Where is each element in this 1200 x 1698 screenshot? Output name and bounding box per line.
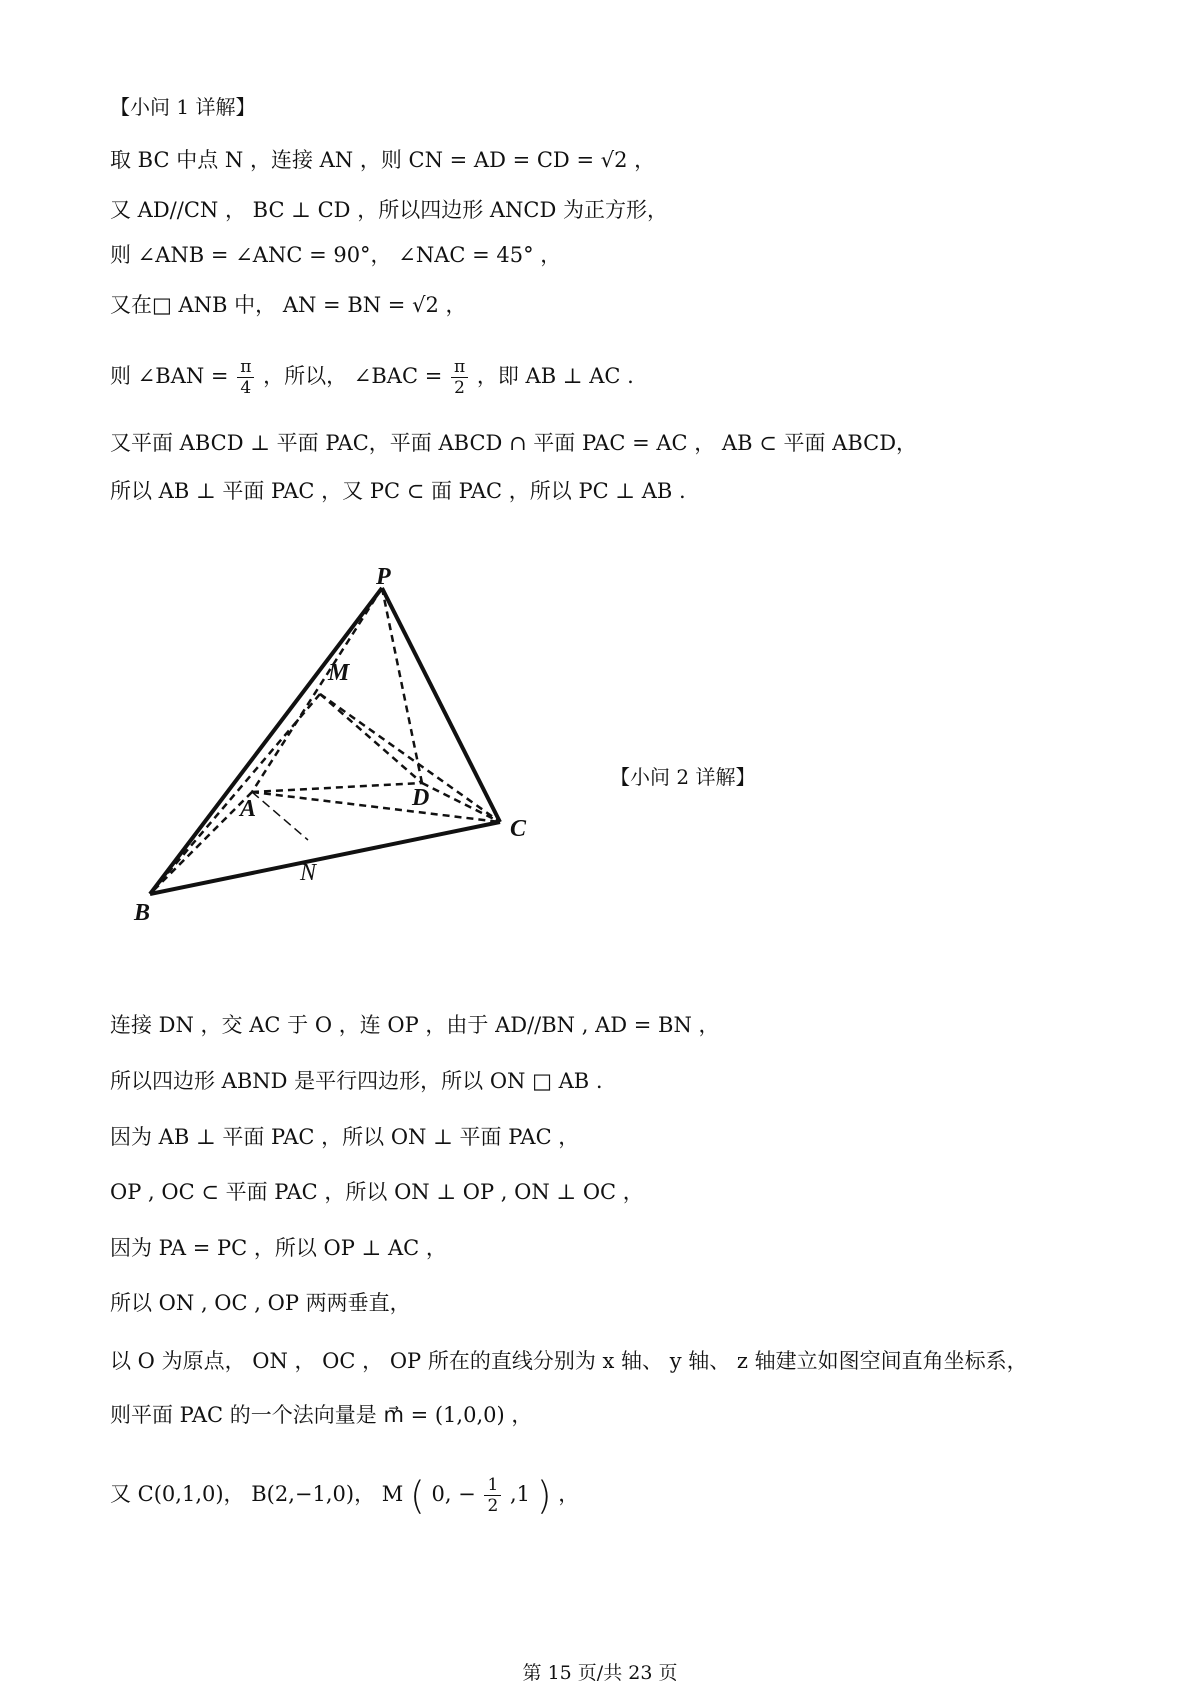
section2-line-4: OP , OC ⊂ 平面 PAC ，所以 ON ⊥ OP , ON ⊥ OC ， (110, 1180, 644, 1204)
page-footer: 第 15 页/共 23 页 (522, 1662, 678, 1684)
section1-line-2: 又 AD//CN ， BC ⊥ CD ，所以四边形 ANCD 为正方形， (110, 198, 668, 222)
section1-line-5-c: ，即 AB ⊥ AC . (476, 364, 634, 388)
section1-line-5 (110, 352, 634, 400)
section2-line-9-d: ， (558, 1482, 580, 1506)
edge-MC (320, 694, 500, 822)
edge-AC (252, 792, 500, 822)
label-B: B (134, 900, 151, 926)
fraction-denominator: 2 (454, 378, 465, 398)
edge-AB (150, 792, 252, 894)
label-C: C (510, 816, 527, 842)
fraction-pi-over-2 (451, 357, 468, 398)
edge-AN (252, 792, 308, 840)
section2-line-3: 因为 AB ⊥ 平面 PAC ，所以 ON ⊥ 平面 PAC ， (110, 1125, 580, 1149)
section1-line-3: 则 ∠ANB = ∠ANC = 90°， ∠NAC = 45° ， (110, 243, 562, 267)
section1-line-7: 所以 AB ⊥ 平面 PAC ，又 PC ⊂ 面 PAC ，所以 PC ⊥ AB . (110, 479, 686, 503)
section2-line-6: 所以 ON , OC , OP 两两垂直， (110, 1291, 411, 1315)
section2-line-8: 则平面 PAC 的一个法向量是 m⃗ = (1,0,0) ， (110, 1403, 533, 1427)
paren-open: ( (409, 1473, 425, 1518)
edge-AD (252, 783, 422, 792)
label-D: D (412, 785, 430, 811)
fraction-pi-over-4 (237, 357, 254, 398)
paren-close: ) (536, 1473, 552, 1518)
section1-line-5-a: 则 ∠BAN = (110, 364, 229, 388)
section1-line-1: 取 BC 中点 N ，连接 AN ，则 CN = AD = CD = √2 ， (110, 148, 656, 172)
fraction-denominator: 4 (240, 378, 252, 398)
section2-line-9-b: 0, − (431, 1482, 476, 1506)
section1-line-4: 又在□ ANB 中， AN = BN = √2 ， (110, 293, 467, 317)
edge-PC (382, 588, 500, 822)
section2-line-2: 所以四边形 ABND 是平行四边形，所以 ON □ AB . (110, 1069, 603, 1093)
section2-line-9-c: ,1 (509, 1482, 531, 1506)
label-P: P (376, 568, 391, 590)
label-N: N (300, 860, 317, 886)
section2-line-1: 连接 DN ，交 AC 于 O ，连 OP ，由于 AD//BN , AD = BN ， (110, 1013, 720, 1037)
section1-line-6: 又平面 ABCD ⊥ 平面 PAC，平面 ABCD ∩ 平面 PAC = AC ， AB ⊂ 平面 ABCD， (110, 431, 918, 455)
section1-title: 【小问 1 详解】 (110, 95, 256, 119)
fraction-numerator: π (451, 357, 468, 378)
section2-line-9-a: 又 C(0,1,0)， B(2,−1,0)， M (110, 1482, 404, 1506)
edge-PB (150, 588, 382, 894)
fraction-numerator: π (237, 357, 254, 378)
pyramid-figure (120, 568, 580, 968)
label-A: A (240, 796, 257, 822)
section2-line-5: 因为 PA = PC ，所以 OP ⊥ AC ， (110, 1236, 447, 1260)
fraction-denominator: 2 (487, 1496, 499, 1516)
label-M: M (328, 660, 350, 686)
section2-line-7: 以 O 为原点， ON ， OC ， OP 所在的直线分别为 x 轴、 y 轴、 z 轴建立如图空间直角坐标系， (110, 1349, 1028, 1373)
section1-line-5-b: ，所以， ∠BAC = (263, 364, 443, 388)
fraction-one-half (484, 1475, 501, 1516)
section2-line-9 (110, 1466, 579, 1524)
fraction-numerator: 1 (484, 1475, 501, 1496)
edge-PA (252, 588, 382, 792)
section2-title: 【小问 2 详解】 (610, 765, 756, 789)
